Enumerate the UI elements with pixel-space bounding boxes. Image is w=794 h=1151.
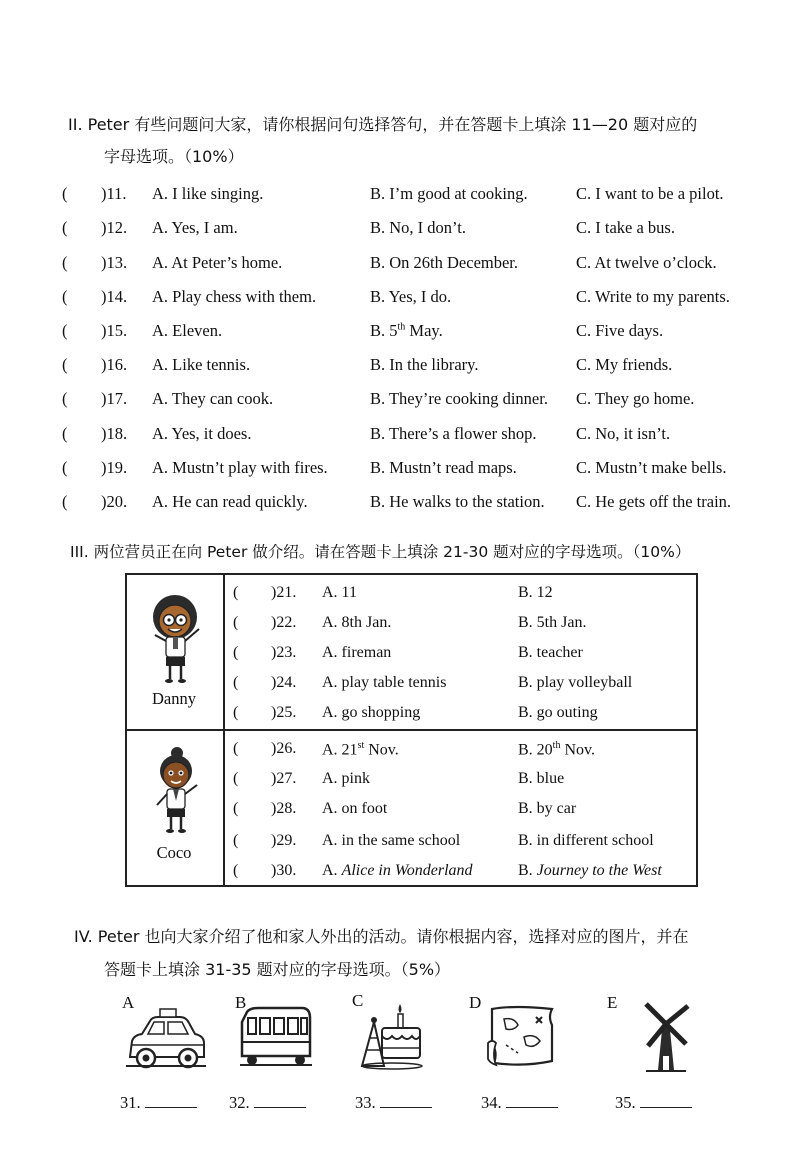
answer-32-label: 32.: [229, 1093, 250, 1112]
birthday-cake-icon: [360, 1000, 424, 1072]
q18-number: )18.: [101, 424, 128, 443]
q27-option-a: A. pink: [322, 770, 370, 787]
q26-option-a-pre: A. 21: [322, 741, 358, 759]
q15-option-b: [370, 321, 443, 341]
q25-number: )25.: [271, 704, 297, 721]
q13-option-b: B. On 26th December.: [370, 253, 519, 272]
answer-35-blank[interactable]: [640, 1107, 692, 1108]
picture-c-letter: C: [352, 991, 364, 1010]
q30-option-b-title: Journey to the West: [536, 862, 662, 879]
q13-paren: (: [62, 253, 68, 272]
q30-option-b-pre: B.: [518, 862, 537, 879]
q22-paren: (: [233, 614, 239, 631]
q12-option-c: C. I take a bus.: [576, 218, 675, 237]
answer-34-blank[interactable]: [506, 1107, 558, 1108]
q14-option-b: B. Yes, I do.: [370, 287, 452, 306]
q25-option-a: A. go shopping: [322, 704, 421, 721]
danny-name: Danny: [152, 689, 196, 708]
windmill-icon: [636, 1000, 696, 1076]
answer-31-label: 31.: [120, 1093, 141, 1112]
q16-option-c: C. My friends.: [576, 355, 673, 374]
q26-number: )26.: [271, 740, 297, 757]
coco-name: Coco: [156, 843, 192, 862]
section-4-heading-line2: 答题卡上填涂 31-35 题对应的字母选项。（5%）: [104, 960, 451, 979]
q18-option-a: A. Yes, it does.: [152, 424, 252, 443]
section-2-heading-line2: 字母选项。（10%）: [104, 147, 244, 166]
q30-option-a-pre: A.: [322, 862, 342, 879]
q15-option-b-pre: B. 5: [370, 321, 398, 340]
q18-option-c: C. No, it isn’t.: [576, 424, 671, 443]
q13-option-c: C. At twelve o’clock.: [576, 253, 717, 272]
q23-option-b: B. teacher: [518, 644, 583, 661]
q27-paren: (: [233, 770, 239, 787]
q12-option-a: A. Yes, I am.: [152, 218, 238, 237]
q12-option-b: B. No, I don’t.: [370, 218, 466, 237]
q26-option-a-post: Nov.: [364, 741, 399, 759]
q14-number: )14.: [101, 287, 128, 306]
answer-33-label: 33.: [355, 1093, 376, 1112]
section-2-heading-line1: II. Peter 有些问题问大家，请你根据问句选择答句，并在答题卡上填涂 11—20 题对应的: [68, 115, 698, 134]
q26-option-b-pre: B. 20: [518, 741, 553, 759]
q14-paren: (: [62, 287, 68, 306]
q26-option-a: [322, 740, 399, 759]
q13-option-a: A. At Peter’s home.: [152, 253, 283, 272]
picture-e-letter: E: [607, 993, 618, 1012]
q16-option-a: A. Like tennis.: [152, 355, 251, 374]
q18-paren: (: [62, 424, 68, 443]
answer-35[interactable]: [615, 1093, 692, 1113]
q26-option-b: [518, 740, 595, 759]
q18-option-b: B. There’s a flower shop.: [370, 424, 537, 443]
q30-option-a: [322, 862, 473, 880]
picture-d-letter: D: [469, 993, 482, 1012]
q11-option-b: B. I’m good at cooking.: [370, 184, 528, 203]
coco-avatar-icon: [127, 731, 221, 887]
q27-option-b: B. blue: [518, 770, 565, 787]
answer-34-label: 34.: [481, 1093, 502, 1112]
q23-paren: (: [233, 644, 239, 661]
answer-33-blank[interactable]: [380, 1107, 432, 1108]
q20-option-a: A. He can read quickly.: [152, 492, 308, 511]
q24-option-b: B. play volleyball: [518, 674, 633, 691]
section-4-heading-line1: IV. Peter 也向大家介绍了他和家人外出的活动。请你根据内容，选择对应的图片，并在: [74, 927, 689, 946]
picture-a-letter: A: [122, 993, 135, 1012]
q21-paren: (: [233, 584, 239, 601]
danny-questions-cell: [224, 574, 697, 730]
q19-option-a: A. Mustn’t play with fires.: [152, 458, 328, 477]
q17-option-c: C. They go home.: [576, 389, 695, 408]
q30-option-b: [518, 862, 662, 880]
q17-paren: (: [62, 389, 68, 408]
section-3-table: [125, 573, 698, 887]
q24-paren: (: [233, 674, 239, 691]
q20-option-c: C. He gets off the train.: [576, 492, 732, 511]
q17-option-a: A. They can cook.: [152, 389, 274, 408]
answer-32[interactable]: [229, 1093, 306, 1113]
danny-picture-cell: [126, 574, 224, 730]
q29-paren: (: [233, 832, 239, 849]
q17-option-b: B. They’re cooking dinner.: [370, 389, 548, 408]
section-3-heading: III. 两位营员正在向 Peter 做介绍。请在答题卡上填涂 21-30 题对应的字母选项。（10%）: [70, 543, 691, 561]
q26-paren: (: [233, 740, 239, 757]
q16-paren: (: [62, 355, 68, 374]
q11-number: )11.: [101, 184, 127, 203]
answer-32-blank[interactable]: [254, 1107, 306, 1108]
q19-paren: (: [62, 458, 68, 477]
answer-35-label: 35.: [615, 1093, 636, 1112]
q21-number: )21.: [271, 584, 297, 601]
q26-option-b-sup: th: [552, 740, 561, 751]
train-icon: [238, 1006, 312, 1068]
q11-paren: (: [62, 184, 68, 203]
answer-34[interactable]: [481, 1093, 558, 1113]
q17-number: )17.: [101, 389, 128, 408]
q19-option-b: B. Mustn’t read maps.: [370, 458, 517, 477]
q11-option-a: A. I like singing.: [152, 184, 264, 203]
q26-option-a-sup: st: [357, 740, 365, 751]
q30-paren: (: [233, 862, 239, 879]
q15-paren: (: [62, 321, 68, 340]
q28-option-b: B. by car: [518, 800, 577, 817]
q16-number: )16.: [101, 355, 128, 374]
q29-option-b: B. in different school: [518, 832, 654, 849]
q24-option-a: A. play table tennis: [322, 674, 447, 691]
q19-number: )19.: [101, 458, 128, 477]
q28-number: )28.: [271, 800, 297, 817]
q22-number: )22.: [271, 614, 297, 631]
q14-option-a: A. Play chess with them.: [152, 287, 317, 306]
q30-option-a-title: Alice in Wonderland: [341, 862, 473, 879]
q15-number: )15.: [101, 321, 128, 340]
q22-option-a: A. 8th Jan.: [322, 614, 392, 631]
q12-number: )12.: [101, 218, 128, 237]
q28-option-a: A. on foot: [322, 800, 388, 817]
picture-b-letter: B: [235, 993, 247, 1012]
q16-option-b: B. In the library.: [370, 355, 479, 374]
answer-31[interactable]: [120, 1093, 197, 1113]
q22-option-b: B. 5th Jan.: [518, 614, 587, 631]
q29-option-a: A. in the same school: [322, 832, 461, 849]
q30-number: )30.: [271, 862, 297, 879]
q29-number: )29.: [271, 832, 297, 849]
q11-option-c: C. I want to be a pilot.: [576, 184, 724, 203]
q15-option-a: A. Eleven.: [152, 321, 223, 340]
q28-paren: (: [233, 800, 239, 817]
q26-option-b-post: Nov.: [560, 741, 595, 759]
q20-number: )20.: [101, 492, 128, 511]
q24-number: )24.: [271, 674, 297, 691]
answer-31-blank[interactable]: [145, 1107, 197, 1108]
q27-number: )27.: [271, 770, 297, 787]
q20-paren: (: [62, 492, 68, 511]
q21-option-b: B. 12: [518, 584, 553, 601]
q20-option-b: B. He walks to the station.: [370, 492, 545, 511]
coco-questions-cell: [224, 730, 697, 886]
q25-paren: (: [233, 704, 239, 721]
q25-option-b: B. go outing: [518, 704, 598, 721]
q15-option-b-sup: th: [397, 321, 406, 333]
q23-option-a: A. fireman: [322, 644, 392, 661]
q14-option-c: C. Write to my parents.: [576, 287, 730, 306]
q15-option-c: C. Five days.: [576, 321, 664, 340]
map-icon: [484, 1003, 560, 1073]
q12-paren: (: [62, 218, 68, 237]
answer-33[interactable]: [355, 1093, 432, 1113]
q13-number: )13.: [101, 253, 128, 272]
q19-option-c: C. Mustn’t make bells.: [576, 458, 727, 477]
taxi-icon: [124, 1005, 208, 1073]
q15-option-b-post: May.: [405, 321, 443, 340]
q23-number: )23.: [271, 644, 297, 661]
q21-option-a: A. 11: [322, 584, 357, 601]
coco-picture-cell: [126, 730, 224, 886]
